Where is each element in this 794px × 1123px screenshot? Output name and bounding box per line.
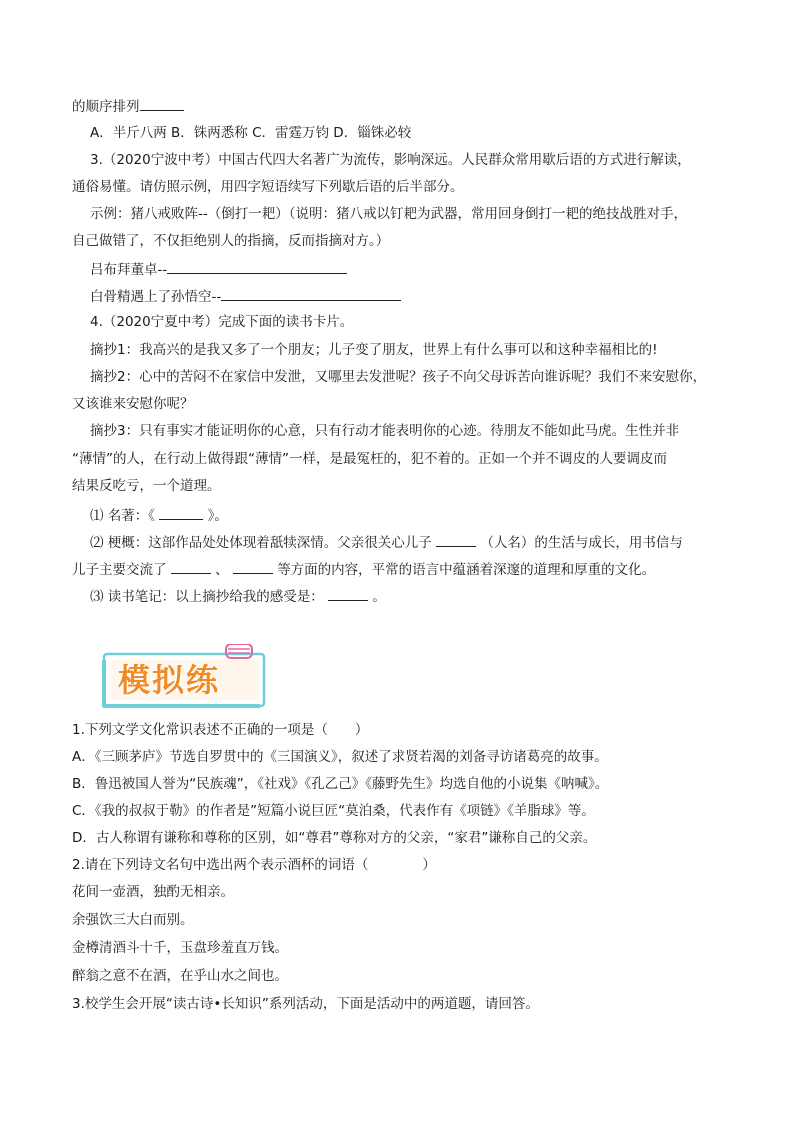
q4-2-part2: （人名）的生活与成长，用书信与 [480, 535, 683, 551]
example-line1: 示例：猪八戒败阵--（倒打一耙）（说明：猪八戒以钉耙为武器，常用回身倒打一耙的绝技战胜对手， [90, 206, 687, 222]
q3: 3.校学生会开展“读古诗•长知识”系列活动，下面是活动中的两道题，请回答。 [72, 996, 539, 1012]
poem-line: 余强饮三大白而别。 [72, 912, 194, 928]
excerpt3-line2: “薄情”的人，在行动上做得跟“薄情”一样，是最冤枉的，犯不着的。正如一个并不调皮的人要调皮而 [72, 451, 667, 467]
excerpt3-line3: 结果反吃亏，一个道理。 [72, 478, 221, 494]
q3-line1: 3.（2020宁波中考）中国古代四大名著广为流传，影响深远。人民群众常用歇后语的方式进行解读， [90, 152, 691, 168]
order-prompt: 的顺序排列 [72, 99, 140, 115]
excerpt3-line1: 摘抄3：只有事实才能证明你的心意，只有行动才能表明你的心迹。待朋友不能如此马虎。生性并非 [90, 423, 680, 439]
saying2: 白骨精遇上了孙悟空-- [90, 289, 222, 305]
saying1-line [90, 258, 347, 280]
saying2-line [90, 285, 401, 307]
excerpt1: 摘抄1：我高兴的是我又多了一个朋友；儿子变了朋友，世界上有什么事可以和这种幸福相比的! [90, 342, 658, 358]
answer-blank[interactable] [436, 531, 476, 547]
q1-option-b: B．鲁迅被国人誉为“民族魂”，《社戏》《孔乙己》《藤野先生》均选自他的小说集《呐喊》。 [72, 776, 609, 792]
answer-blank[interactable] [167, 258, 347, 274]
poem-line: 金樽清酒斗十千，玉盘珍羞直万钱。 [72, 940, 288, 956]
example-line2: 自己做错了，不仅拒绝别人的指摘，反而指摘对方。） [72, 233, 390, 249]
answer-blank[interactable] [140, 95, 184, 111]
q4-3-line [90, 585, 386, 607]
q4-1-line [90, 504, 228, 526]
q4-2-line2-a: 儿子主要交流了 [72, 562, 167, 578]
q4-3-end: 。 [372, 589, 386, 605]
answer-blank[interactable] [171, 558, 211, 574]
poem-line: 花间一壶酒，独酌无相亲。 [72, 884, 234, 900]
q1-option-d: D．古人称谓有谦称和尊称的区别，如“尊君”尊称对方的父亲，“家君”谦称自己的父亲。 [72, 830, 597, 846]
answer-blank[interactable] [159, 504, 203, 520]
answer-blank[interactable] [221, 285, 401, 301]
q1-option-c: C．《我的叔叔于勒》的作者是”短篇小说巨匠“莫泊桑，代表作有《项链》《羊脂球》等。 [72, 803, 595, 819]
q4-3-label: ⑶ 读书笔记：以上摘抄给我的感受是： [90, 589, 324, 605]
q4-1-label: ⑴ 名著：《 [90, 508, 156, 524]
q4-title: 4.（2020宁夏中考）完成下面的读书卡片。 [90, 314, 354, 330]
poem-line: 醉翁之意不在酒，在乎山水之间也。 [72, 968, 288, 984]
excerpt2-line1: 摘抄2：心中的苦闷不在家信中发泄，又哪里去发泄呢？孩子不向父母诉苦向谁诉呢？我们不来安慰你， [90, 369, 707, 385]
q4-2-line1 [90, 531, 683, 553]
saying1: 吕布拜董卓-- [90, 262, 168, 278]
q4-2-part1: ⑵ 梗概：这部作品处处体现着舐犊深情。父亲很关心儿子 [90, 535, 432, 551]
q1: 1.下列文学文化常识表述不正确的一项是（ ） [72, 722, 369, 738]
order-prompt-line [72, 95, 184, 117]
q4-2-sep: 、 [215, 562, 229, 578]
q1-option-a: A．《三顾茅庐》节选自罗贯中的《三国演义》，叙述了求贤若渴的刘备寻访诸葛亮的故事。 [72, 749, 608, 765]
answer-blank[interactable] [328, 585, 368, 601]
section-banner [100, 644, 272, 710]
banner-title: 模拟练 [118, 661, 221, 699]
answer-blank[interactable] [233, 558, 273, 574]
q4-2-line2 [72, 558, 655, 580]
q3-line2: 通俗易懂。请仿照示例，用四字短语续写下列歇后语的后半部分。 [72, 179, 464, 195]
q2: 2.请在下列诗文名句中选出两个表示酒杯的词语（ ） [72, 857, 436, 873]
q4-2-line2-b: 等方面的内容，平常的语言中蕴涵着深邃的道理和厚重的文化。 [277, 562, 656, 578]
q4-1-end: 》。 [207, 508, 228, 524]
excerpt2-line2: 又该谁来安慰你呢？ [72, 396, 194, 412]
options-line: A．半斤八两 B．铢两悉称 C．雷霆万钧 D．锱铢必较 [90, 125, 412, 141]
